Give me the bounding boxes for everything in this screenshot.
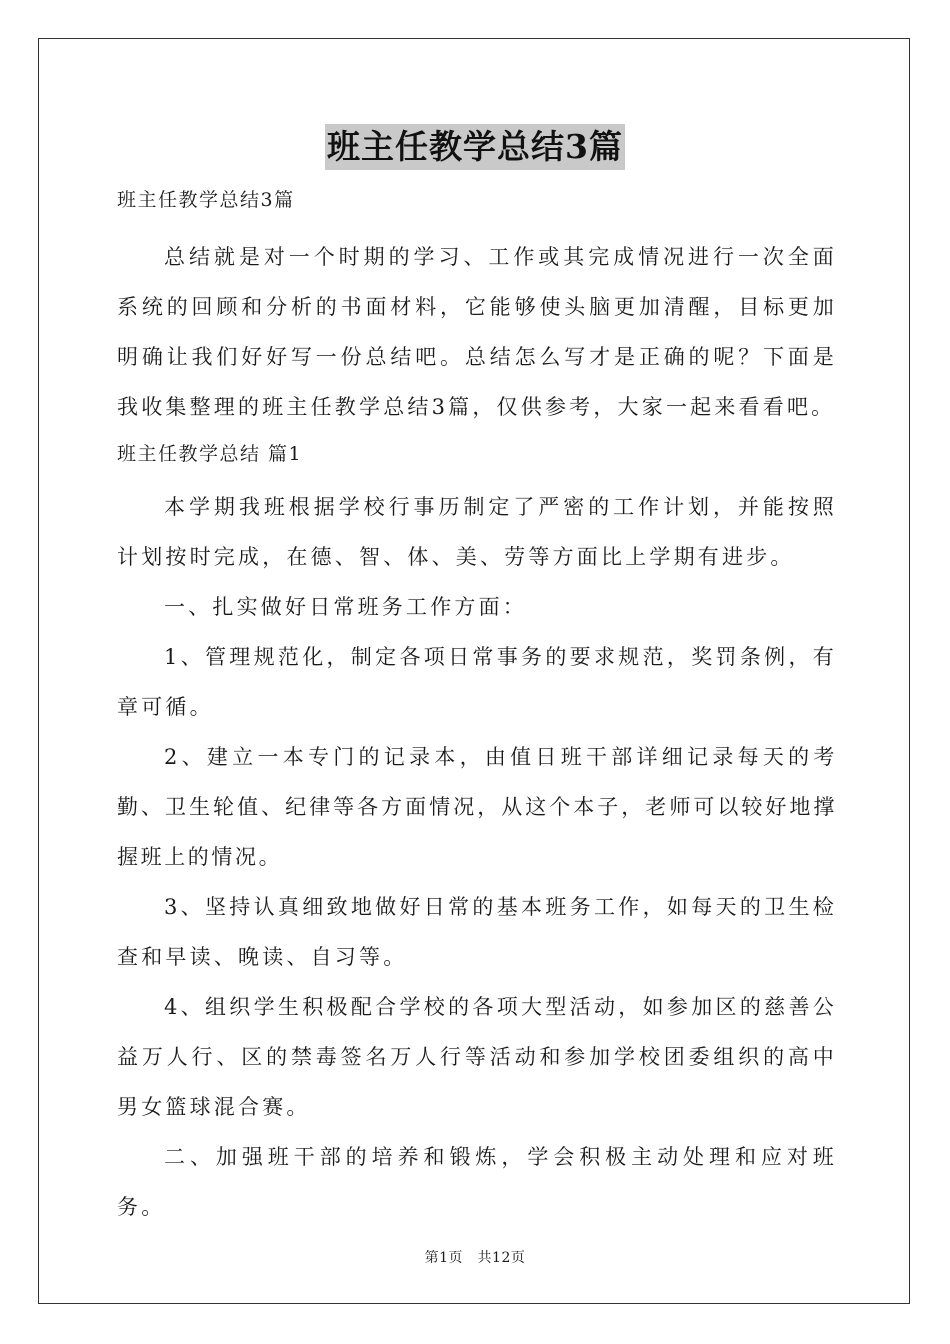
paragraph-1: 本学期我班根据学校行事历制定了严密的工作计划，并能按照计划按时完成，在德、智、体、美、劳等方面比上学期有进步。 [117, 495, 837, 569]
paragraph-2: 一、扎实做好日常班务工作方面： [164, 595, 527, 619]
document-body [117, 182, 837, 1232]
paragraph-7: 二、加强班干部的培养和锻炼，学会积极主动处理和应对班务。 [117, 1145, 837, 1219]
section-heading: 班主任教学总结 篇1 [117, 443, 303, 465]
page-footer: 第1页 共12页 [424, 1250, 526, 1266]
paragraph-6: 4、组织学生积极配合学校的各项大型活动，如参加区的慈善公益万人行、区的禁毒签名万人行等活动和参加学校团委组织的高中男女篮球混合赛。 [117, 995, 837, 1119]
paragraph-5: 3、坚持认真细致地做好日常的基本班务工作，如每天的卫生检查和早读、晚读、自习等。 [117, 895, 837, 969]
paragraph-4: 2、建立一本专门的记录本，由值日班干部详细记录每天的考勤、卫生轮值、纪律等各方面情况，从这个本子，老师可以较好地撑握班上的情况。 [117, 745, 837, 869]
paragraph-3: 1、管理规范化，制定各项日常事务的要求规范，奖罚条例，有章可循。 [117, 645, 837, 719]
intro-paragraph: 总结就是对一个时期的学习、工作或其完成情况进行一次全面系统的回顾和分析的书面材料，它能够使头脑更加清醒，目标更加明确让我们好好写一份总结吧。总结怎么写才是正确的呢？下面是我收集整理的班主任教学总结3篇，仅供参考，大家一起来看看吧。 [117, 245, 837, 419]
title-container [0, 124, 950, 170]
document-title: 班主任教学总结3篇 [325, 124, 625, 170]
subtitle-line: 班主任教学总结3篇 [117, 189, 295, 211]
